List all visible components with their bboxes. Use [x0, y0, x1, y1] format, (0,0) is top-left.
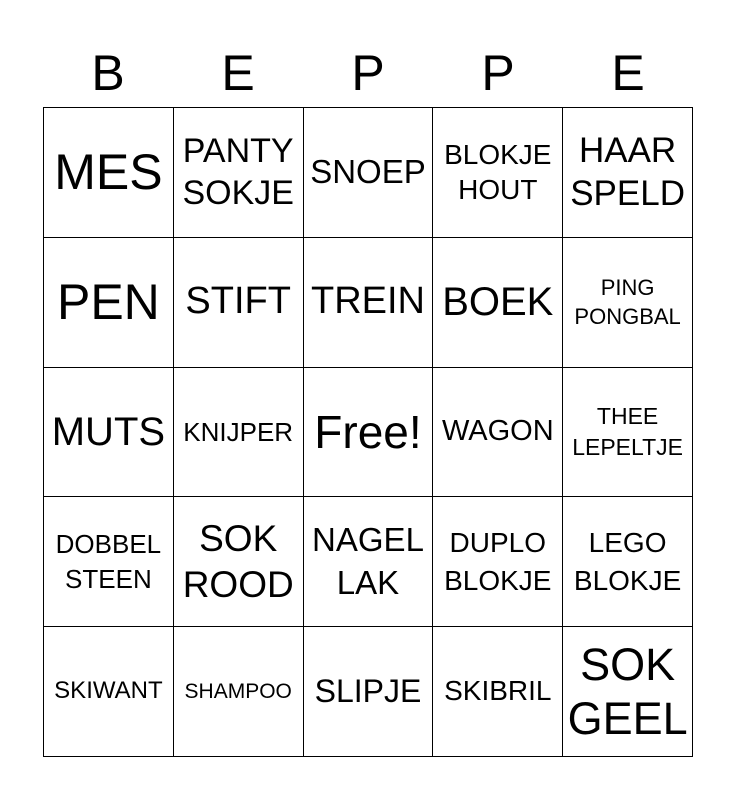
cell-label: DUPLO BLOKJE [444, 526, 552, 596]
bingo-cell[interactable] [174, 497, 304, 627]
bingo-cell[interactable] [44, 368, 174, 498]
bingo-cell[interactable] [304, 108, 434, 238]
bingo-header [43, 42, 693, 104]
bingo-cell[interactable] [174, 627, 304, 757]
bingo-cell[interactable] [563, 238, 693, 368]
cell-label: HAAR SPELD [570, 130, 685, 214]
header-letter-e-2: E [611, 45, 645, 101]
cell-label: BLOKJE HOUT [444, 139, 552, 206]
header-letter-p-2: P [481, 45, 515, 101]
bingo-board [43, 107, 693, 757]
bingo-cell[interactable] [563, 368, 693, 498]
cell-label: SOK ROOD [182, 517, 294, 605]
bingo-cell[interactable] [174, 238, 304, 368]
cell-label: SKIWANT [54, 677, 163, 705]
cell-label: MUTS [51, 409, 166, 454]
cell-label: SNOEP [310, 153, 426, 191]
cell-label: NAGEL LAK [312, 520, 424, 601]
cell-label: DOBBEL STEEN [55, 528, 162, 594]
cell-label: MES [54, 143, 163, 200]
cell-label: LEGO BLOKJE [573, 526, 682, 596]
header-letter-e: E [221, 45, 255, 101]
cell-label: PEN [56, 273, 160, 330]
bingo-cell[interactable] [563, 497, 693, 627]
cell-label: BOEK [442, 280, 554, 325]
bingo-cell[interactable] [174, 108, 304, 238]
bingo-cell[interactable] [304, 497, 434, 627]
bingo-cell[interactable] [433, 497, 563, 627]
bingo-cell[interactable] [433, 627, 563, 757]
bingo-cell[interactable] [44, 238, 174, 368]
header-letter-b: B [91, 45, 125, 101]
bingo-cell[interactable] [44, 627, 174, 757]
cell-label: SKIBRIL [444, 675, 552, 707]
bingo-cell[interactable] [174, 368, 304, 498]
header-letter-p: P [351, 45, 385, 101]
cell-label: TREIN [310, 280, 425, 323]
bingo-cell[interactable] [304, 238, 434, 368]
bingo-cell[interactable] [433, 108, 563, 238]
bingo-cell[interactable] [304, 627, 434, 757]
cell-label: PANTY SOKJE [182, 131, 294, 213]
cell-label: KNIJPER [183, 416, 294, 447]
free-space-label: Free! [314, 405, 422, 458]
bingo-cell[interactable] [433, 368, 563, 498]
bingo-cell[interactable] [44, 108, 174, 238]
bingo-cell[interactable] [44, 497, 174, 627]
bingo-cell-free[interactable] [304, 368, 434, 498]
bingo-cell[interactable] [433, 238, 563, 368]
bingo-cell[interactable] [563, 108, 693, 238]
cell-label: WAGON [441, 415, 554, 448]
cell-label: PING PONGBAL [574, 274, 681, 330]
cell-label: STIFT [185, 280, 291, 323]
cell-label: SOK GEEL [567, 638, 688, 744]
cell-label: THEE LEPELTJE [572, 402, 683, 460]
cell-label: SHAMPOO [184, 680, 292, 704]
cell-label: SLIPJE [314, 673, 422, 709]
bingo-cell[interactable] [563, 627, 693, 757]
